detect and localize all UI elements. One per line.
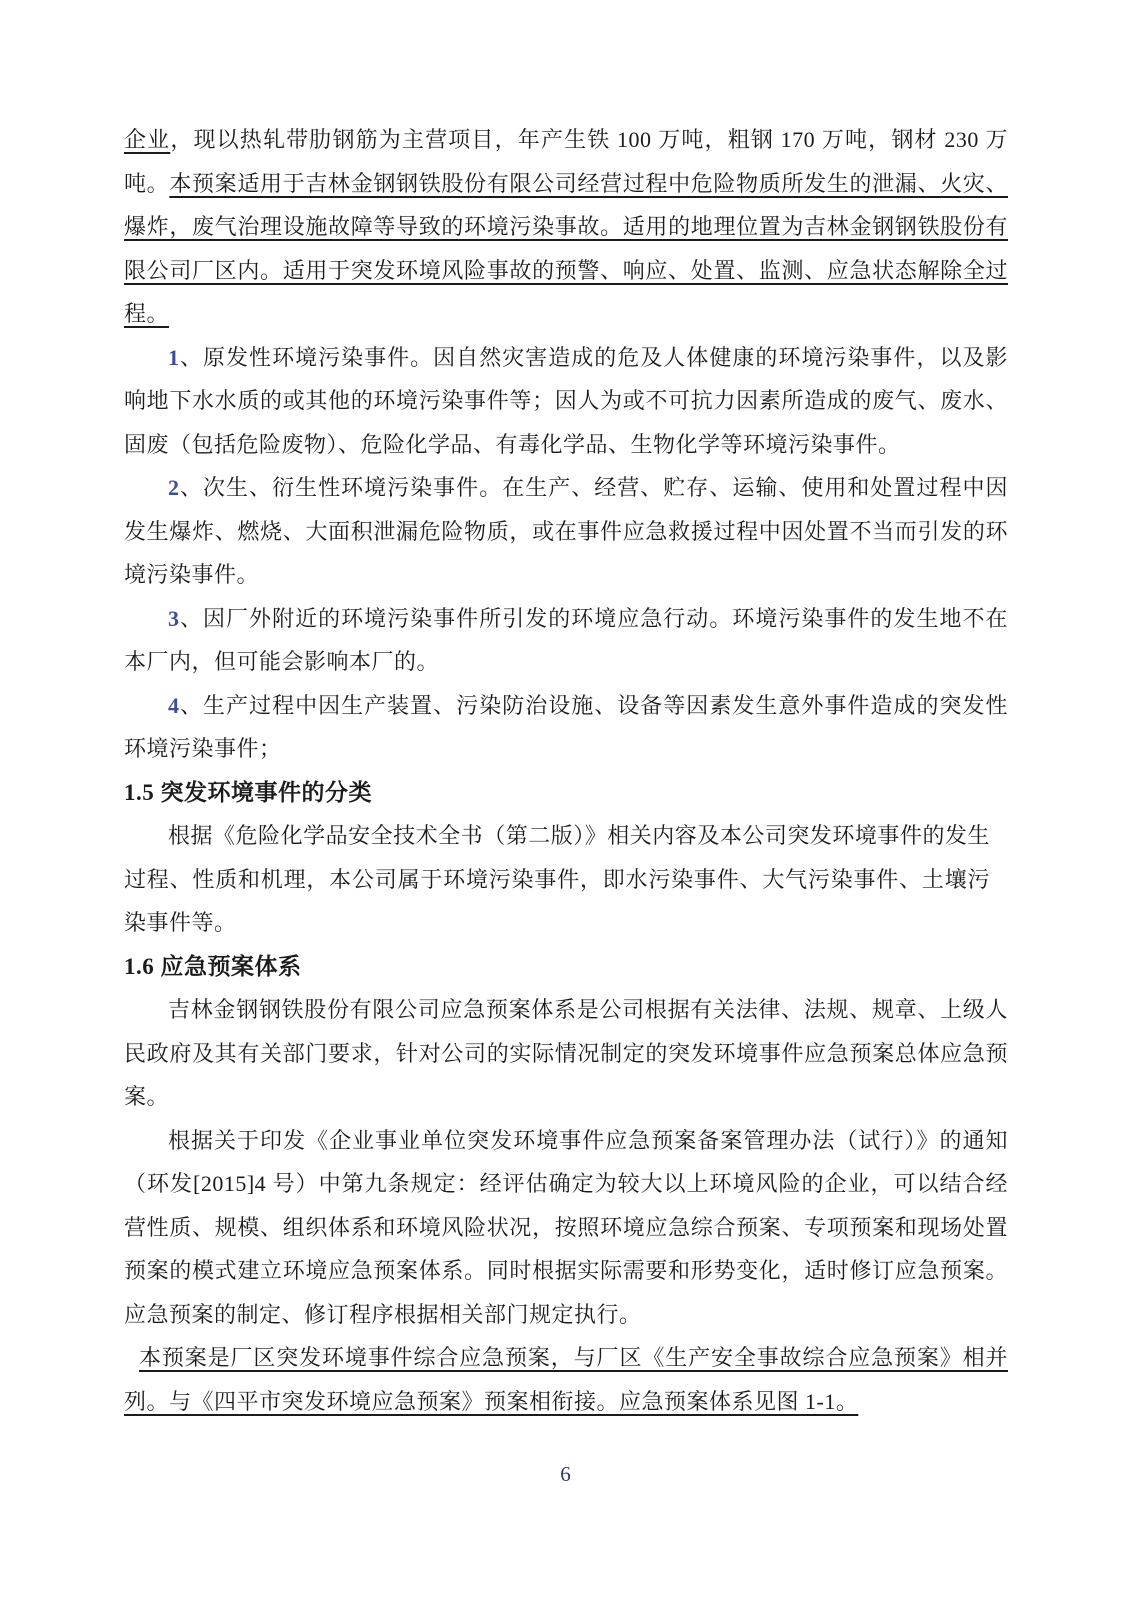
paragraph [124,466,1008,597]
page-number: 6 [560,1462,571,1486]
text-run: 、次生、衍生性环境污染事件。在生产、经营、贮存、运输、使用和处置过程中因发生爆炸、燃烧、大面积泄漏危险物质，或在事件应急救援过程中因处置不当而引发的环境污染事件。 [124,475,1008,587]
text-run: 1.5 突发环境事件的分类 [124,779,372,805]
list-number: 4 [168,692,180,718]
text-run: 根据《危险化学品安全技术全书（第二版）》相关内容及本公司突发环境事件的发生过程、性质和机理，本公司属于环境污染事件，即水污染事件、大气污染事件、土壤污染事件等。 [124,823,990,935]
text-run: 吉林金钢钢铁股份有限公司应急预案体系是公司根据有关法律、法规、规章、上级人民政府及其有关部门要求，针对公司的实际情况制定的突发环境事件应急预案总体应急预案。 [124,997,1008,1109]
paragraph [124,1336,1008,1423]
list-number: 3 [168,605,180,631]
paragraph [124,597,1008,684]
paragraph [124,814,990,945]
document-body [124,118,1008,1423]
text-run: 根据关于印发《企业事业单位突发环境事件应急预案备案管理办法（试行）》的通知（环发[2015]4 号）中第九条规定：经评估确定为较大以上环境风险的企业，可以结合经营性质、规模、组织体系和环境风险状况，按照环境应急综合预案、专项预案和现场处置预案的模式建立环境应急预案体系。同时根据实际需要和形势变化，适时修订应急预案。应急预案的制定、修订程序根据相关部门规定执行。 [124,1127,1008,1327]
text-run: 本预案适用于吉林金钢钢铁股份有限公司经营过程中危险物质所发生的泄漏、火灾、爆炸，废气治理设施故障等导致的环境污染事故。适用的地理位置为吉林金钢钢铁股份有限公司厂区内。适用于突发环境风险事故的预警、响应、处置、监测、应急状态解除全过程。 [124,170,1008,326]
text-run: 1.6 应急预案体系 [124,953,302,979]
page-footer [0,1462,1131,1487]
text-run: 、原发性环境污染事件。因自然灾害造成的危及人体健康的环境污染事件，以及影响地下水水质的或其他的环境污染事件等；因人为或不可抗力因素所造成的废气、废水、固废（包括危险废物）、危险化学品、有毒化学品、生物化学等环境污染事件。 [124,344,1008,457]
text-run: 企业 [124,127,171,152]
text-run: ，现以热轧带肋钢筋为主营项目，年产生铁 100 万吨，粗钢 170 万吨，钢材 230 万吨。 [124,127,1008,196]
section-heading [124,771,1008,815]
text-run: 、生产过程中因生产装置、污染防治设施、设备等因素发生意外事件造成的突发性环境污染事件； [124,692,1008,761]
paragraph [124,1119,1008,1337]
paragraph [124,988,1008,1119]
text-run: 、因厂外附近的环境污染事件所引发的环境应急行动。环境污染事件的发生地不在本厂内，但可能会影响本厂的。 [124,605,1008,674]
paragraph [124,684,1008,771]
text-run: 本预案是厂区突发环境事件综合应急预案，与厂区《生产安全事故综合应急预案》相并列。与《四平市突发环境应急预案》预案相衔接。应急预案体系见图 1-1。 [124,1345,1008,1414]
list-number: 1 [168,344,180,370]
paragraph [124,336,1008,467]
paragraph [124,118,1008,336]
list-number: 2 [168,475,180,500]
section-heading [124,945,1008,989]
